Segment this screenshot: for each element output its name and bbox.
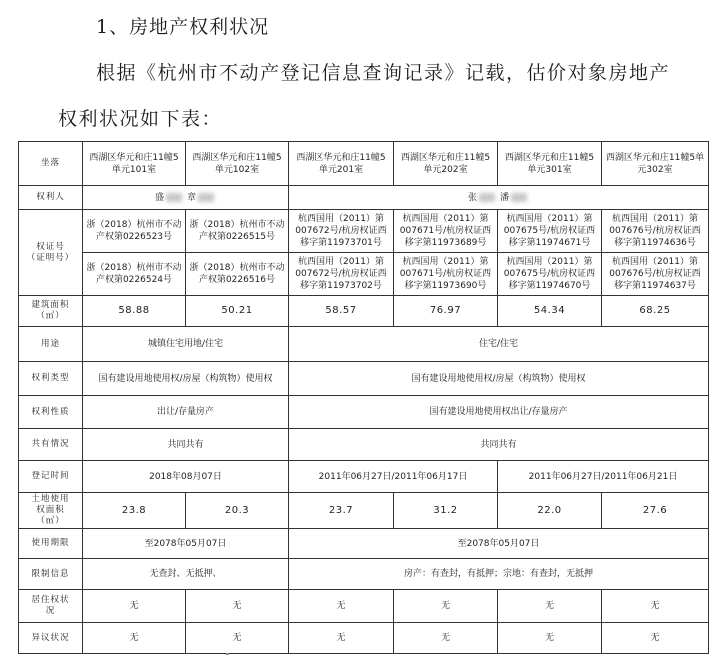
location-cell: 西湖区华元和庄11幢5单元101室 bbox=[83, 142, 186, 186]
holder-cell-a bbox=[83, 186, 289, 210]
residence-cell: 无 bbox=[394, 590, 498, 623]
property-rights-table bbox=[18, 141, 709, 654]
cert-cell: 杭西国用（2011）第007675号/杭房权证西移字第11974670号 bbox=[498, 253, 602, 296]
residence-cell: 无 bbox=[602, 590, 709, 623]
holder-cell-b bbox=[289, 186, 709, 210]
right-type-cell-b: 国有建设用地使用权/房屋（构筑物）使用权 bbox=[289, 362, 709, 396]
row-label-restrict: 限制信息 bbox=[19, 559, 83, 590]
row-label-location: 坐落 bbox=[19, 142, 83, 186]
cert-cell: 浙（2018）杭州市不动产权第0226515号 bbox=[186, 210, 289, 253]
cert-cell: 杭西国用（2011）第007672号/杭房权证西移字第11973701号 bbox=[289, 210, 394, 253]
land-area-row bbox=[19, 493, 709, 529]
shared-cell-b: 共同共有 bbox=[289, 429, 709, 461]
cert-row-2 bbox=[19, 253, 709, 296]
location-row bbox=[19, 142, 709, 186]
intro-line-2: 权利状况如下表： bbox=[58, 108, 223, 130]
dispute-cell: 无 bbox=[289, 623, 394, 654]
location-cell: 西湖区华元和庄11幢5单元301室 bbox=[498, 142, 602, 186]
nature-row bbox=[19, 396, 709, 429]
dispute-cell: 无 bbox=[83, 623, 186, 654]
residence-cell: 无 bbox=[186, 590, 289, 623]
cert-row-1 bbox=[19, 210, 709, 253]
holder-name: 张 bbox=[468, 192, 478, 203]
row-label-term: 使用期限 bbox=[19, 529, 83, 559]
term-cell-b: 至2078年05月07日 bbox=[289, 529, 709, 559]
land-area-cell: 23.8 bbox=[83, 493, 186, 529]
area-cell: 76.97 bbox=[394, 296, 498, 327]
restrict-cell-b: 房产：有查封，有抵押；宗地：有查封，无抵押 bbox=[289, 559, 709, 590]
redaction-mark bbox=[479, 193, 495, 202]
area-cell: 54.34 bbox=[498, 296, 602, 327]
land-area-cell: 23.7 bbox=[289, 493, 394, 529]
dispute-cell: 无 bbox=[394, 623, 498, 654]
location-cell: 西湖区华元和庄11幢5单元102室 bbox=[186, 142, 289, 186]
location-cell: 西湖区华元和庄11幢5单元201室 bbox=[289, 142, 394, 186]
cert-cell: 杭西国用（2011）第007676号/杭房权证西移字第11974636号 bbox=[602, 210, 709, 253]
area-cell: 58.88 bbox=[83, 296, 186, 327]
row-label-reg-time: 登记时间 bbox=[19, 461, 83, 493]
redaction-mark bbox=[166, 193, 182, 202]
row-label-residence: 居住权状 况 bbox=[19, 590, 83, 623]
residence-row bbox=[19, 590, 709, 623]
holder-name: 章 bbox=[186, 192, 196, 203]
use-cell-a: 城镇住宅用地/住宅 bbox=[83, 327, 289, 362]
area-cell: 50.21 bbox=[186, 296, 289, 327]
use-cell-b: 住宅/住宅 bbox=[289, 327, 709, 362]
holder-name: 潘 bbox=[499, 192, 509, 203]
row-label-holder: 权利人 bbox=[19, 186, 83, 210]
dispute-cell: 无 bbox=[602, 623, 709, 654]
reg-time-cell-c: 2011年06月27日/2011年06月21日 bbox=[498, 461, 709, 493]
land-area-cell: 27.6 bbox=[602, 493, 709, 529]
dispute-cell: 无 bbox=[186, 623, 289, 654]
reg-time-cell-b: 2011年06月27日/2011年06月17日 bbox=[289, 461, 498, 493]
section-heading: 1、房地产权利状况 bbox=[96, 16, 270, 38]
cert-cell: 杭西国用（2011）第007672号/杭房权证西移字第11973702号 bbox=[289, 253, 394, 296]
cert-cell: 杭西国用（2011）第007671号/杭房权证西移字第11973690号 bbox=[394, 253, 498, 296]
restrict-row bbox=[19, 559, 709, 590]
right-type-row bbox=[19, 362, 709, 396]
use-row bbox=[19, 327, 709, 362]
right-type-cell-a: 国有建设用地使用权/房屋（构筑物）使用权 bbox=[83, 362, 289, 396]
restrict-cell-a: 无查封、无抵押、 bbox=[83, 559, 289, 590]
term-row bbox=[19, 529, 709, 559]
intro-line-1: 根据《杭州市不动产登记信息查询记录》记载，估价对象房地产 bbox=[96, 62, 671, 84]
cert-cell: 杭西国用（2011）第007671号/杭房权证西移字第11973689号 bbox=[394, 210, 498, 253]
dispute-cell: 无 bbox=[498, 623, 602, 654]
row-label-area: 建筑面积 （㎡） bbox=[19, 296, 83, 327]
term-cell-a: 至2078年05月07日 bbox=[83, 529, 289, 559]
holder-name: 盛 bbox=[155, 192, 165, 203]
row-label-land-area: 土地使用 权面积 （㎡） bbox=[19, 493, 83, 529]
cert-cell: 浙（2018）杭州市不动产权第0226516号 bbox=[186, 253, 289, 296]
reg-time-cell-a: 2018年08月07日 bbox=[83, 461, 289, 493]
redaction-mark bbox=[198, 193, 214, 202]
nature-cell-b: 国有建设用地使用权出让/存量房产 bbox=[289, 396, 709, 429]
land-area-cell: 20.3 bbox=[186, 493, 289, 529]
shared-row bbox=[19, 429, 709, 461]
row-label-right-type: 权利类型 bbox=[19, 362, 83, 396]
reg-time-row bbox=[19, 461, 709, 493]
cert-cell: 杭西国用（2011）第007675号/杭房权证西移字第11974671号 bbox=[498, 210, 602, 253]
row-label-dispute: 异议状况 bbox=[19, 623, 83, 654]
cert-cell: 浙（2018）杭州市不动产权第0226524号 bbox=[83, 253, 186, 296]
holder-row bbox=[19, 186, 709, 210]
residence-cell: 无 bbox=[289, 590, 394, 623]
cert-cell: 杭西国用（2011）第007676号/杭房权证西移字第11974637号 bbox=[602, 253, 709, 296]
scan-speck bbox=[226, 653, 229, 655]
redaction-mark bbox=[511, 193, 527, 202]
land-area-cell: 31.2 bbox=[394, 493, 498, 529]
row-label-use: 用途 bbox=[19, 327, 83, 362]
row-label-shared: 共有情况 bbox=[19, 429, 83, 461]
location-cell: 西湖区华元和庄11幢5单元202室 bbox=[394, 142, 498, 186]
cert-cell: 浙（2018）杭州市不动产权第0226523号 bbox=[83, 210, 186, 253]
location-cell: 西湖区华元和庄11幢5单元302室 bbox=[602, 142, 709, 186]
residence-cell: 无 bbox=[83, 590, 186, 623]
dispute-row bbox=[19, 623, 709, 654]
land-area-cell: 22.0 bbox=[498, 493, 602, 529]
area-row bbox=[19, 296, 709, 327]
shared-cell-a: 共同共有 bbox=[83, 429, 289, 461]
nature-cell-a: 出让/存量房产 bbox=[83, 396, 289, 429]
row-label-nature: 权利性质 bbox=[19, 396, 83, 429]
area-cell: 68.25 bbox=[602, 296, 709, 327]
residence-cell: 无 bbox=[498, 590, 602, 623]
row-label-cert: 权证号 （证明号） bbox=[19, 210, 83, 296]
area-cell: 58.57 bbox=[289, 296, 394, 327]
